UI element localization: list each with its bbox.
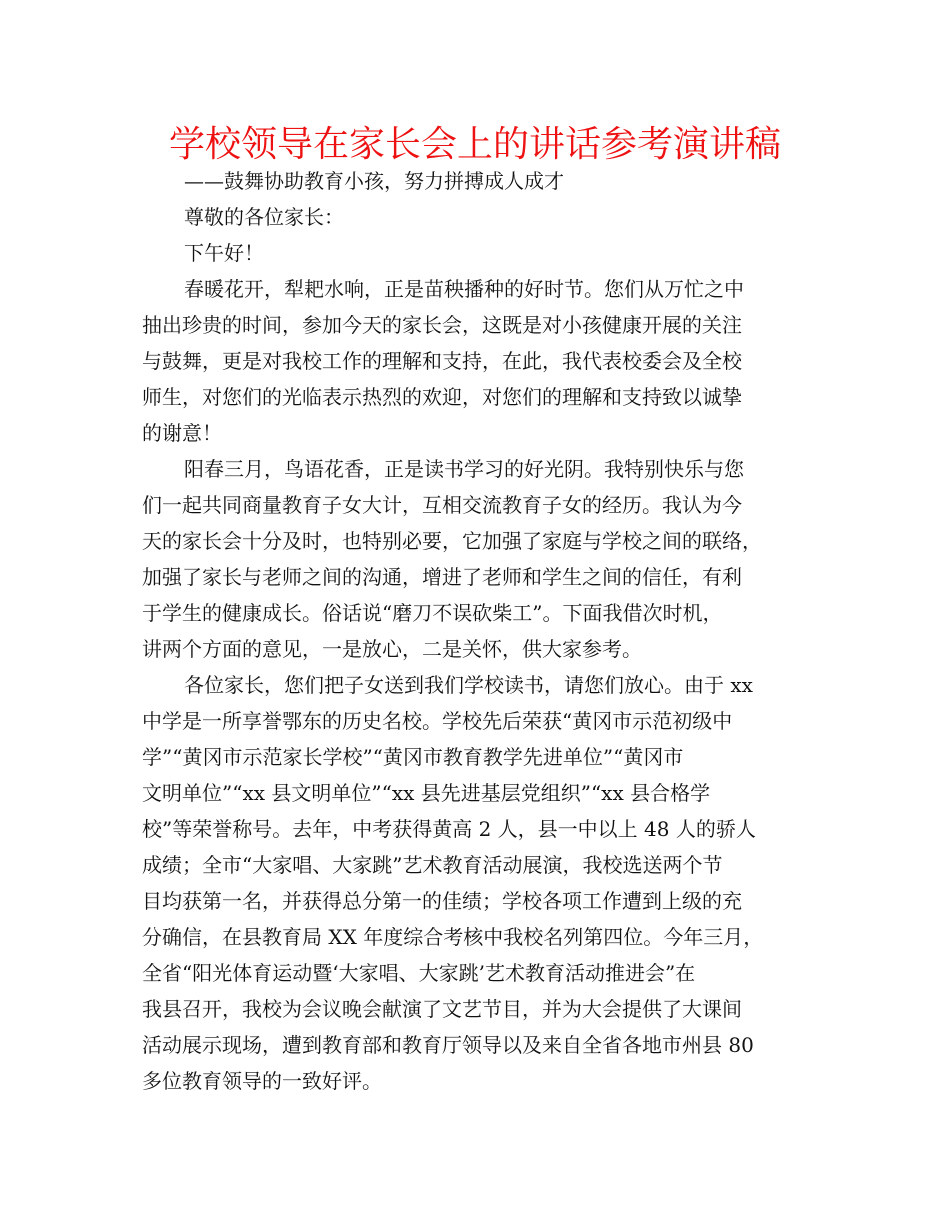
subtitle: ——鼓舞协助教育小孩，努力拼搏成人成才 xyxy=(184,169,564,193)
paragraph-line: 于学生的健康成长。俗话说“磨刀不误砍柴工”。下面我借次时机， xyxy=(142,601,723,625)
paragraph-line: 加强了家长与老师之间的沟通，增进了老师和学生之间的信任，有利 xyxy=(142,565,742,589)
salutation: 下午好！ xyxy=(184,241,264,265)
paragraph-line: 的谢意！ xyxy=(142,421,222,445)
paragraph-line: 多位教育领导的一致好评。 xyxy=(142,1069,382,1093)
paragraph-line: 活动展示现场，遭到教育部和教育厅领导以及来自全省各地市州县 80 xyxy=(142,1033,754,1057)
paragraph-line: 我县召开，我校为会议晚会献演了文艺节目，并为大会提供了大课间 xyxy=(142,997,742,1021)
paragraph-line: 讲两个方面的意见，一是放心，二是关怀，供大家参考。 xyxy=(142,637,642,661)
paragraph-line: 校”等荣誉称号。去年，中考获得黄高 2 人，县一中以上 48 人的骄人 xyxy=(142,817,756,841)
paragraph-line: 分确信，在县教育局 XX 年度综合考核中我校名列第四位。今年三月， xyxy=(142,925,764,949)
paragraph-line: 天的家长会十分及时，也特别必要，它加强了家庭与学校之间的联络， xyxy=(142,529,762,553)
paragraph-line: 全省“阳光体育运动暨‘大家唱、大家跳’艺术教育活动推进会”在 xyxy=(142,961,696,985)
paragraph-line: 与鼓舞，更是对我校工作的理解和支持，在此，我代表校委会及全校 xyxy=(142,349,742,373)
paragraph-line: 各位家长，您们把子女送到我们学校读书，请您们放心。由于 xx xyxy=(184,673,753,697)
paragraph-2 xyxy=(142,451,818,667)
paragraph-line: 中学是一所享誉鄂东的历史名校。学校先后荣获“黄冈市示范初级中 xyxy=(142,709,733,733)
paragraph-line: 文明单位”“xx 县文明单位”“xx 县先进基层党组织”“xx 县合格学 xyxy=(142,781,711,805)
paragraph-3 xyxy=(142,667,818,1099)
greeting: 尊敬的各位家长： xyxy=(184,205,344,229)
paragraph-line: 成绩；全市“大家唱、大家跳”艺术教育活动展演，我校选送两个节 xyxy=(142,853,723,877)
paragraph-line: 学”“黄冈市示范家长学校”“黄冈市教育教学先进单位”“黄冈市 xyxy=(142,745,684,769)
document-title: 学校领导在家长会上的讲话参考演讲稿 xyxy=(168,124,781,165)
paragraph-line: 师生，对您们的光临表示热烈的欢迎，对您们的理解和支持致以诚挚 xyxy=(142,385,742,409)
paragraph-line: 抽出珍贵的时间，参加今天的家长会，这既是对小孩健康开展的关注 xyxy=(142,313,742,337)
paragraph-line: 春暖花开，犁耙水响，正是苗秧播种的好时节。您们从万忙之中 xyxy=(184,277,744,301)
paragraph-line: 目均获第一名，并获得总分第一的佳绩；学校各项工作遭到上级的充 xyxy=(142,889,742,913)
paragraph-1 xyxy=(142,271,818,451)
paragraph-line: 阳春三月，鸟语花香，正是读书学习的好光阴。我特别快乐与您 xyxy=(184,457,744,481)
document-body xyxy=(142,163,818,1099)
paragraph-line: 们一起共同商量教育子女大计，互相交流教育子女的经历。我认为今 xyxy=(142,493,742,517)
